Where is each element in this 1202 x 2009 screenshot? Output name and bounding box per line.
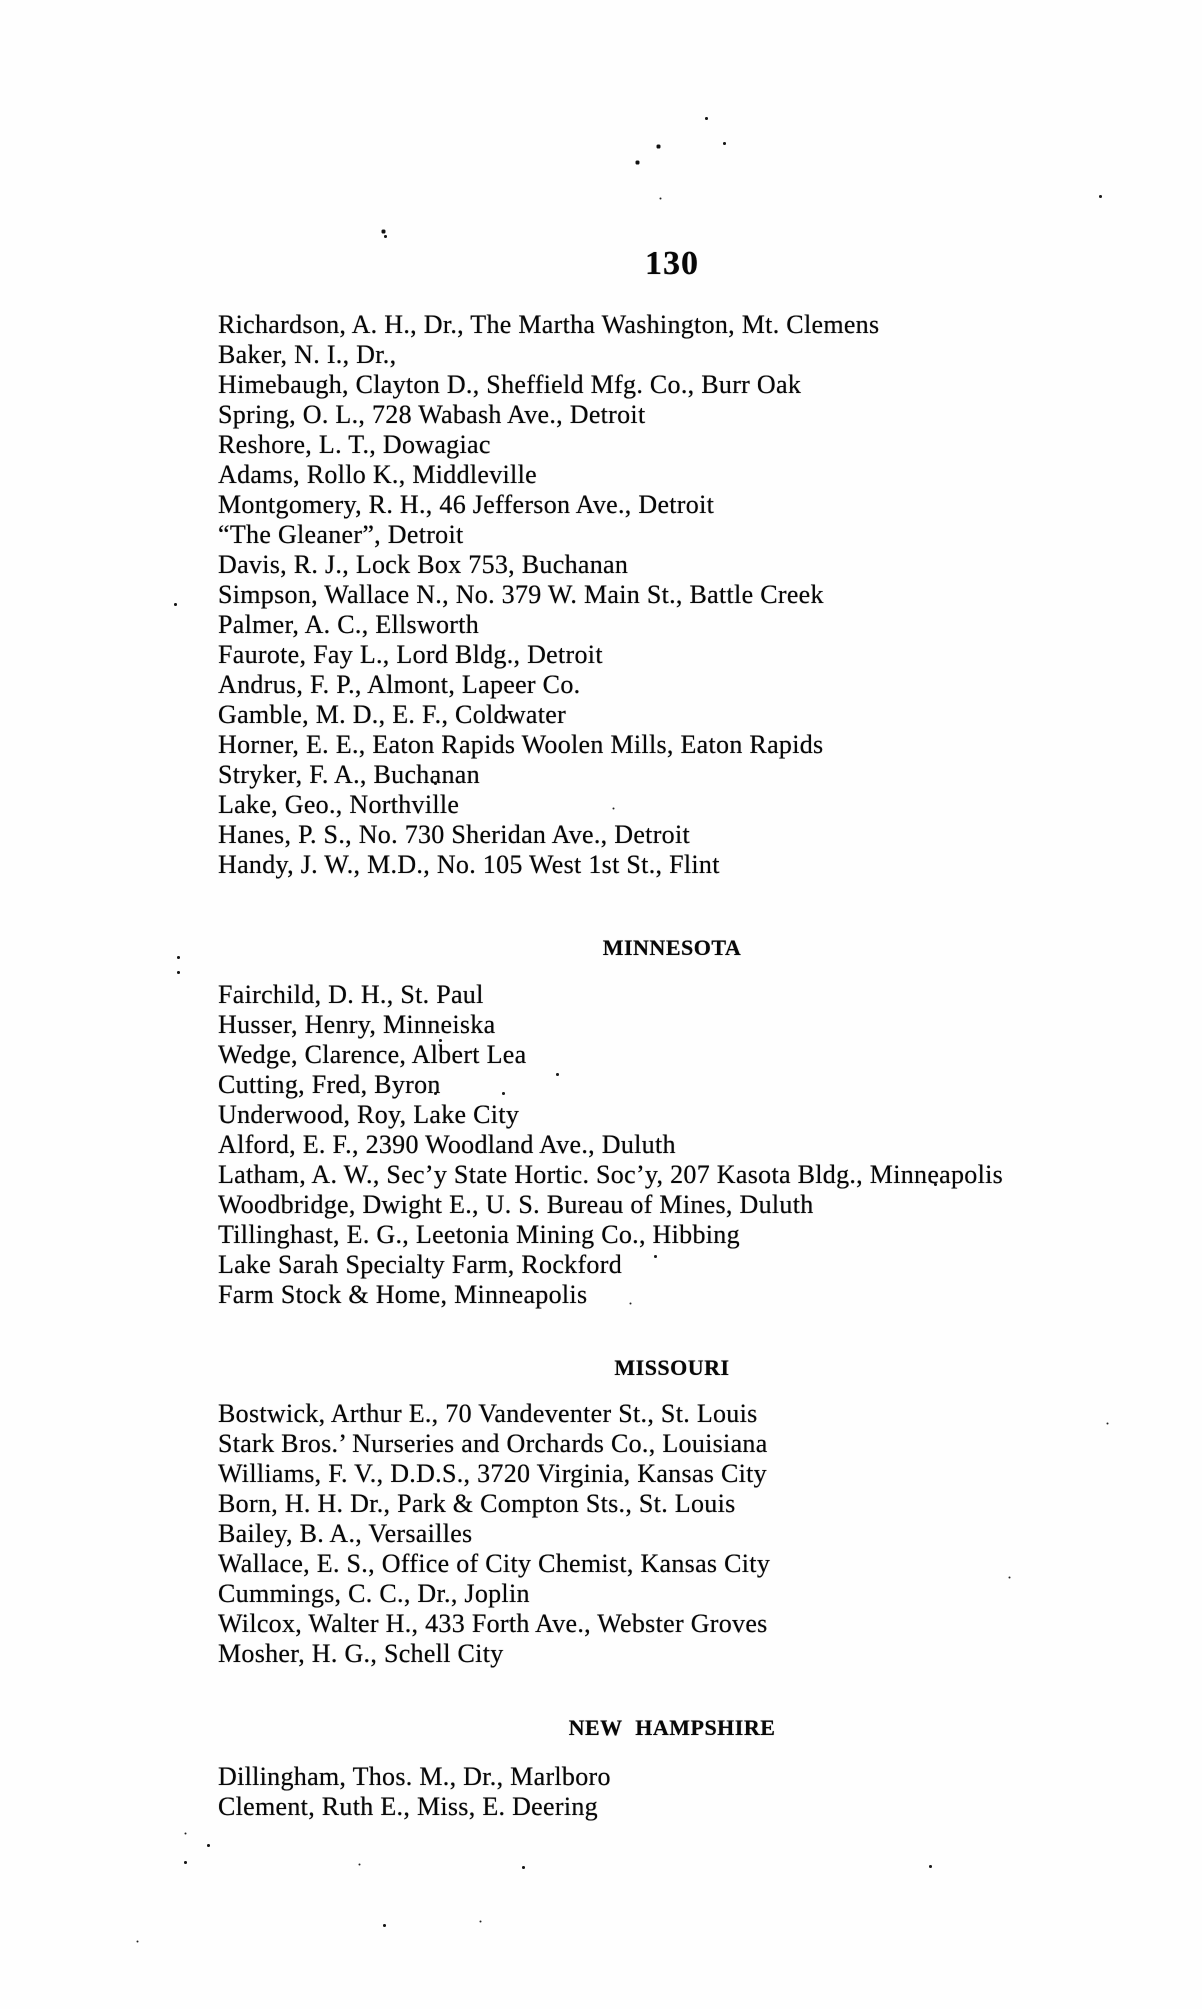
directory-entry: Williams, F. V., D.D.S., 3720 Virginia, Kansas City	[218, 1459, 767, 1488]
entry-block	[218, 1762, 1126, 1822]
directory-entry: Wedge, Clarence, Albert Lea	[218, 1040, 527, 1069]
directory-entry: Faurote, Fay L., Lord Bldg., Detroit	[218, 640, 603, 669]
entry-block	[218, 310, 1126, 880]
directory-entry: Farm Stock & Home, Minneapolis	[218, 1280, 588, 1309]
directory-entry: Clement, Ruth E., Miss, E. Deering	[218, 1792, 598, 1821]
directory-entry: Dillingham, Thos. M., Dr., Marlboro	[218, 1762, 611, 1791]
entry-block	[218, 1399, 1126, 1669]
directory-entry: Stryker, F. A., Buchanan	[218, 760, 480, 789]
directory-entry: Lake Sarah Specialty Farm, Rockford	[218, 1250, 622, 1279]
directory-entry: Davis, R. J., Lock Box 753, Buchanan	[218, 550, 629, 579]
directory-entry: “The Gleaner”, Detroit	[218, 520, 464, 549]
page-number: 130	[645, 245, 699, 282]
directory-entry: Tillinghast, E. G., Leetonia Mining Co., Hibbing	[218, 1220, 740, 1249]
directory-entry: Himebaugh, Clayton D., Sheffield Mfg. Co., Burr Oak	[218, 370, 802, 399]
directory-entry: Stark Bros.’ Nurseries and Orchards Co., Louisiana	[218, 1429, 768, 1458]
directory-entry: Reshore, L. T., Dowagiac	[218, 430, 491, 459]
directory-entry: Spring, O. L., 728 Wabash Ave., Detroit	[218, 400, 646, 429]
state-heading: MISSOURI	[614, 1355, 730, 1380]
state-heading: NEW HAMPSHIRE	[568, 1715, 776, 1740]
directory-entry: Hanes, P. S., No. 730 Sheridan Ave., Detroit	[218, 820, 691, 849]
directory-entry: Palmer, A. C., Ellsworth	[218, 610, 480, 639]
directory-entry: Andrus, F. P., Almont, Lapeer Co.	[218, 670, 581, 699]
directory-entry: Simpson, Wallace N., No. 379 W. Main St., Battle Creek	[218, 580, 824, 609]
directory-entry: Adams, Rollo K., Middleville	[218, 460, 537, 489]
directory-entry: Baker, N. I., Dr.,	[218, 340, 397, 369]
directory-entry: Cutting, Fred, Byron	[218, 1070, 441, 1099]
directory-entry: Cummings, C. C., Dr., Joplin	[218, 1579, 530, 1608]
directory-entry: Husser, Henry, Minneiska	[218, 1010, 496, 1039]
entry-block	[218, 980, 1126, 1310]
directory-entry: Wallace, E. S., Office of City Chemist, Kansas City	[218, 1549, 771, 1578]
directory-content	[218, 0, 1126, 2009]
directory-entry: Alford, E. F., 2390 Woodland Ave., Duluth	[218, 1130, 676, 1159]
directory-entry: Underwood, Roy, Lake City	[218, 1100, 520, 1129]
directory-entry: Bailey, B. A., Versailles	[218, 1519, 473, 1548]
directory-entry: Gamble, M. D., E. F., Coldwater	[218, 700, 567, 729]
scan-noise-specks	[0, 0, 1, 1]
directory-entry: Fairchild, D. H., St. Paul	[218, 980, 484, 1009]
directory-entry: Richardson, A. H., Dr., The Martha Washington, Mt. Clemens	[218, 310, 880, 339]
directory-entry: Woodbridge, Dwight E., U. S. Bureau of Mines, Duluth	[218, 1190, 814, 1219]
directory-entry: Wilcox, Walter H., 433 Forth Ave., Webster Groves	[218, 1609, 768, 1638]
directory-entry: Montgomery, R. H., 46 Jefferson Ave., Detroit	[218, 490, 715, 519]
directory-entry: Handy, J. W., M.D., No. 105 West 1st St., Flint	[218, 850, 720, 879]
directory-entry: Bostwick, Arthur E., 70 Vandeventer St., St. Louis	[218, 1399, 758, 1428]
directory-entry: Born, H. H. Dr., Park & Compton Sts., St. Louis	[218, 1489, 736, 1518]
directory-entry: Lake, Geo., Northville	[218, 790, 460, 819]
directory-entry: Mosher, H. G., Schell City	[218, 1639, 504, 1668]
state-heading: MINNESOTA	[602, 935, 742, 960]
directory-entry: Horner, E. E., Eaton Rapids Woolen Mills, Eaton Rapids	[218, 730, 824, 759]
directory-entry: Latham, A. W., Sec’y State Hortic. Soc’y, 207 Kasota Bldg., Minneapolis	[218, 1160, 1004, 1189]
